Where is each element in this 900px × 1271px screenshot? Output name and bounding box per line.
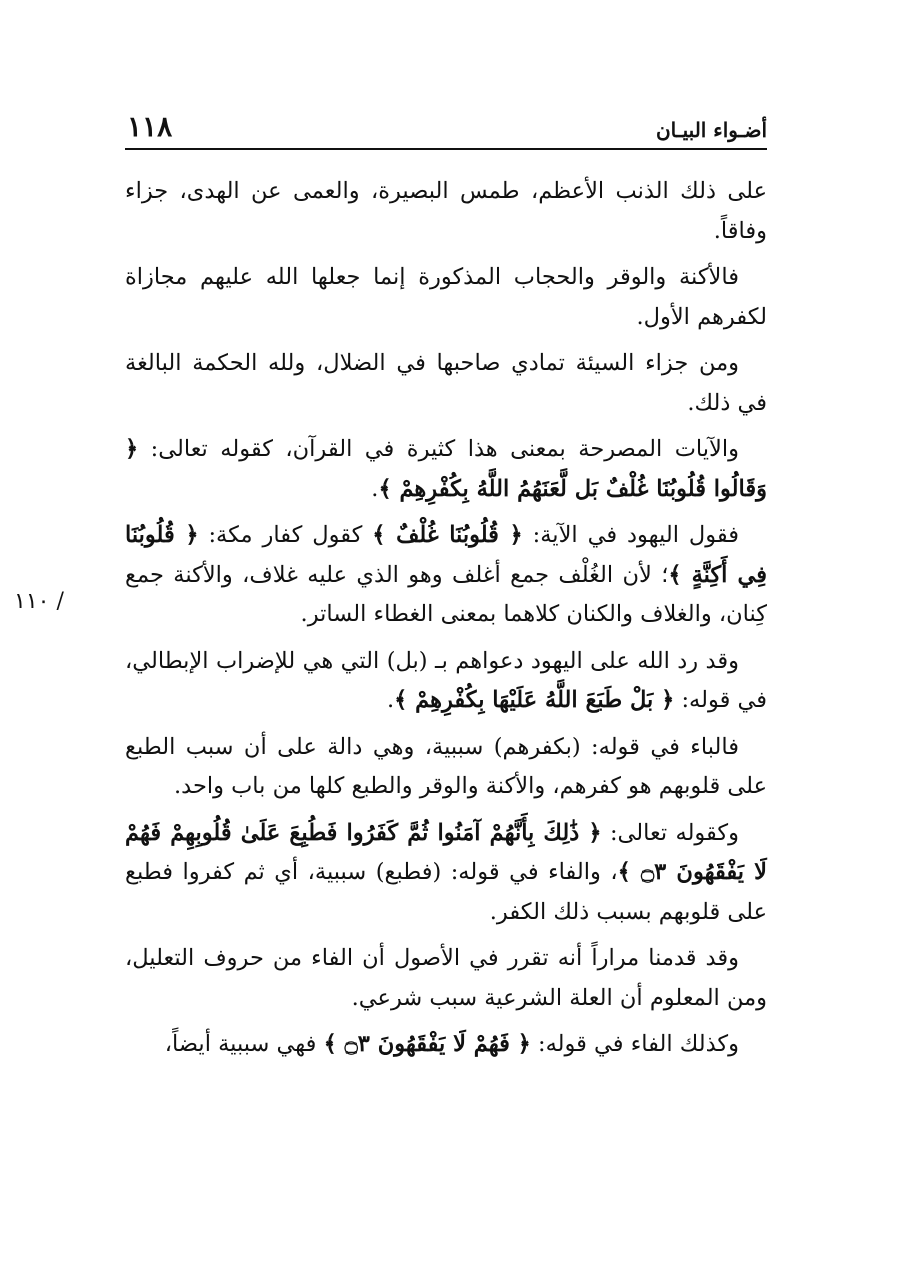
paragraph-text: ، والفاء في قوله: (فطبع) سببية، أي ثم كفروا فطبع على قلوبهم بسبب ذلك الكفر.	[125, 859, 767, 925]
quran-verse: ﴿ وَقَالُوا قُلُوبُنَا غُلْفٌ بَل لَّعَنَهُمُ اللَّهُ بِكُفْرِهِمْ ﴾	[125, 436, 767, 502]
paragraph	[125, 814, 767, 933]
paragraph-text: وقد قدمنا مراراً أنه تقرر في الأصول أن الفاء من حروف التعليل، ومن المعلوم أن العلة الشرعية سبب شرعي.	[125, 945, 767, 1011]
paragraph-text: ؛ لأن الغُلْف جمع أغلف وهو الذي عليه غلاف، والأكنة جمع كِنان، والغلاف والكنان كلاهما بمعنى الغطاء الساتر.	[125, 561, 767, 627]
paragraph	[125, 1025, 767, 1065]
paragraph-text: وكقوله تعالى:	[601, 819, 740, 846]
paragraph	[125, 172, 767, 251]
paragraph-text: كقول كفار مكة:	[198, 522, 373, 548]
paragraph	[125, 344, 767, 423]
paragraph	[125, 430, 767, 509]
paragraph-text: ومن جزاء السيئة تمادي صاحبها في الضلال، ولله الحكمة البالغة في ذلك.	[125, 350, 767, 416]
paragraph-text: وكذلك الفاء في قوله:	[530, 1031, 739, 1057]
quran-verse: ﴿ بَلْ طَبَعَ اللَّهُ عَلَيْهَا بِكُفْرِهِمْ ﴾	[394, 687, 675, 713]
quran-verse: ﴿ قُلُوبُنَا فِي أَكِنَّةٍ ﴾	[125, 522, 767, 588]
paragraph-text: والآيات المصرحة بمعنى هذا كثيرة في القرآن، كقوله تعالى:	[138, 436, 739, 462]
paragraph-text: .	[371, 475, 379, 502]
quran-verse: ﴿ قُلُوبُنَا غُلْفٌ ﴾	[372, 522, 523, 548]
paragraph-text: فالباء في قوله: (بكفرهم) سببية، وهي دالة على أن سبب الطبع على قلوبهم هو كفرهم، والأكنة والوقر والطبع كلها من باب واحد.	[125, 733, 767, 799]
margin-page-reference: ١١٠ /	[14, 589, 64, 614]
paragraph-text: على ذلك الذنب الأعظم، طمس البصيرة، والعمى عن الهدى، جزاء وفاقاً.	[125, 178, 767, 244]
paragraph-text: .	[386, 687, 395, 713]
body-text	[125, 172, 767, 1072]
paragraph-text: فالأكنة والوقر والحجاب المذكورة إنما جعلها الله عليهم مجازاة لكفرهم الأول.	[125, 264, 767, 330]
paragraph-text: فقول اليهود في الآية:	[522, 522, 739, 548]
paragraph	[125, 516, 767, 635]
paragraph	[125, 642, 767, 721]
paragraph	[125, 939, 767, 1018]
book-title: أضـواء البيـان	[655, 118, 767, 142]
paragraph-text: وقد رد الله على اليهود دعواهم بـ (بل) التي هي للإضراب الإبطالي، في قوله:	[125, 647, 767, 713]
page-number: ١١٨	[127, 110, 173, 143]
paragraph	[125, 258, 767, 337]
paragraph-text: فهي سببية أيضاً،	[164, 1031, 324, 1057]
page-header	[125, 108, 767, 150]
quran-verse: ﴿ ذَٰلِكَ بِأَنَّهُمْ آمَنُوا ثُمَّ كَفَرُوا فَطُبِعَ عَلَىٰ قُلُوبِهِمْ فَهُمْ لَا يَفْقَهُونَ ۝٣ ﴾	[125, 819, 767, 885]
quran-verse: ﴿ فَهُمْ لَا يَفْقَهُونَ ۝٣ ﴾	[323, 1031, 531, 1057]
paragraph	[125, 728, 767, 807]
